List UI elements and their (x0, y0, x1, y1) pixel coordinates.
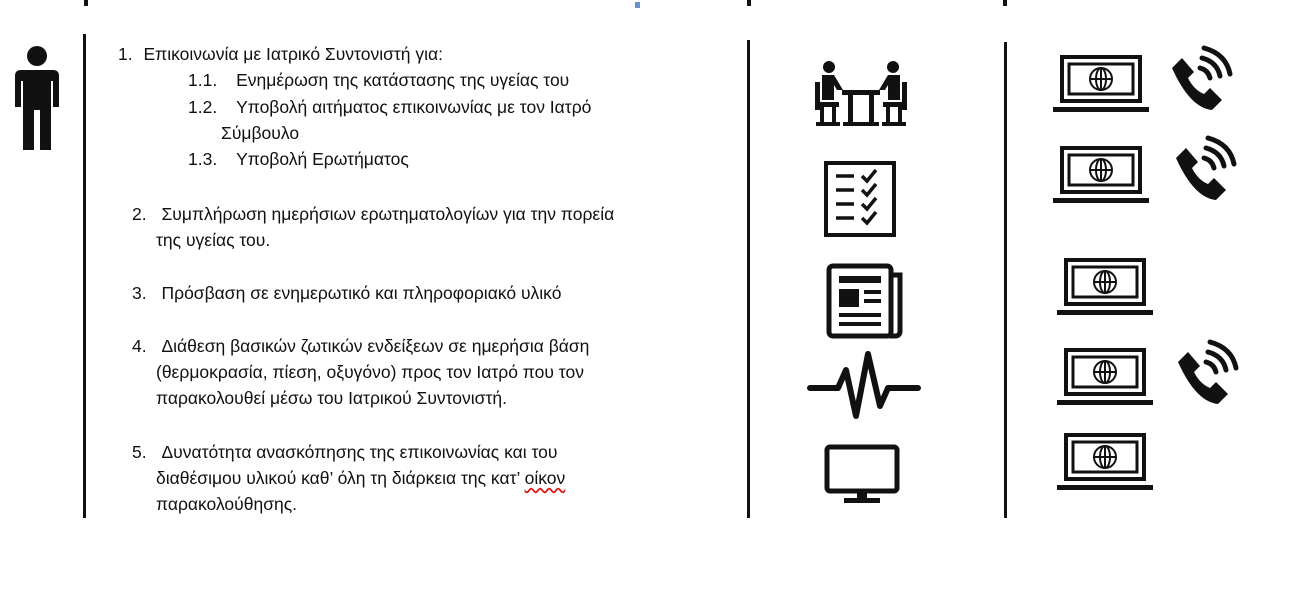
item-3 (132, 280, 561, 306)
item-5 (132, 439, 557, 465)
item-1-text: Επικοινωνία με Ιατρικό Συντονιστή για: (143, 44, 444, 64)
item-2 (132, 201, 614, 227)
top-mark-1 (84, 0, 88, 6)
item-4-text: Διάθεση βασικών ζωτικών ενδείξεων σε ημερήσια βάση (161, 336, 590, 356)
item-1-1-number: 1.1. (188, 70, 218, 90)
top-mark-2 (747, 0, 751, 6)
item-4 (132, 333, 589, 359)
meeting-icon (812, 60, 910, 130)
item-3-number: 3. (132, 283, 147, 303)
newspaper-icon (826, 263, 904, 339)
item-5-continued-1a: διαθέσιμου υλικού καθ’ όλη τη διάρκεια της κατ’ (156, 468, 525, 488)
item-1-2 (188, 94, 591, 120)
phone-icon-3 (1168, 340, 1240, 412)
item-1-2-number: 1.2. (188, 97, 218, 117)
phone-icon-1 (1162, 46, 1234, 118)
item-2-continued: της υγείας του. (156, 230, 271, 250)
blue-marker (635, 2, 640, 8)
item-1-2-continued: Σύμβουλο (221, 123, 300, 143)
item-4-continued-2: παρακολουθεί μέσω του Ιατρικού Συντονιστή. (156, 388, 507, 408)
monitor-icon (824, 444, 900, 506)
item-1-1 (188, 67, 569, 93)
item-1-1-text: Ενημέρωση της κατάστασης της υγείας του (236, 70, 570, 90)
item-4-number: 4. (132, 336, 147, 356)
item-1-2-text: Υποβολή αιτήματος επικοινωνίας με τον Ιατρό (236, 97, 592, 117)
heartbeat-icon (808, 350, 920, 424)
laptop-web-icon-2 (1052, 145, 1150, 207)
item-2-text: Συμπλήρωση ημερήσιων ερωτηματολογίων για την πορεία (161, 204, 615, 224)
laptop-web-icon-5 (1056, 432, 1154, 494)
item-4-continued-1: (θερμοκρασία, πίεση, οξυγόνο) προς τον Ιατρό που τον (156, 362, 584, 382)
item-3-text: Πρόσβαση σε ενημερωτικό και πληροφοριακό υλικό (161, 283, 562, 303)
laptop-web-icon-1 (1052, 54, 1150, 116)
item-1-3 (188, 146, 409, 172)
divider-middle (747, 40, 750, 518)
item-2-number: 2. (132, 204, 147, 224)
spellcheck-word: οίκον (524, 468, 566, 488)
person-icon (10, 45, 64, 153)
item-5-continued-1 (156, 465, 565, 491)
item-5-number: 5. (132, 442, 147, 462)
phone-icon-2 (1166, 136, 1238, 208)
item-5-continued-2: παρακολούθησης. (156, 494, 298, 514)
divider-right (1004, 42, 1007, 518)
item-1-3-number: 1.3. (188, 149, 218, 169)
checklist-icon (824, 161, 896, 237)
laptop-web-icon-4 (1056, 347, 1154, 409)
laptop-web-icon-3 (1056, 257, 1154, 319)
item-1 (118, 41, 443, 67)
item-1-3-text: Υποβολή Ερωτήματος (236, 149, 409, 169)
item-1-number: 1. (118, 44, 133, 64)
divider-left (83, 34, 86, 518)
top-mark-3 (1003, 0, 1007, 6)
item-5-text: Δυνατότητα ανασκόπησης της επικοινωνίας και του (161, 442, 558, 462)
